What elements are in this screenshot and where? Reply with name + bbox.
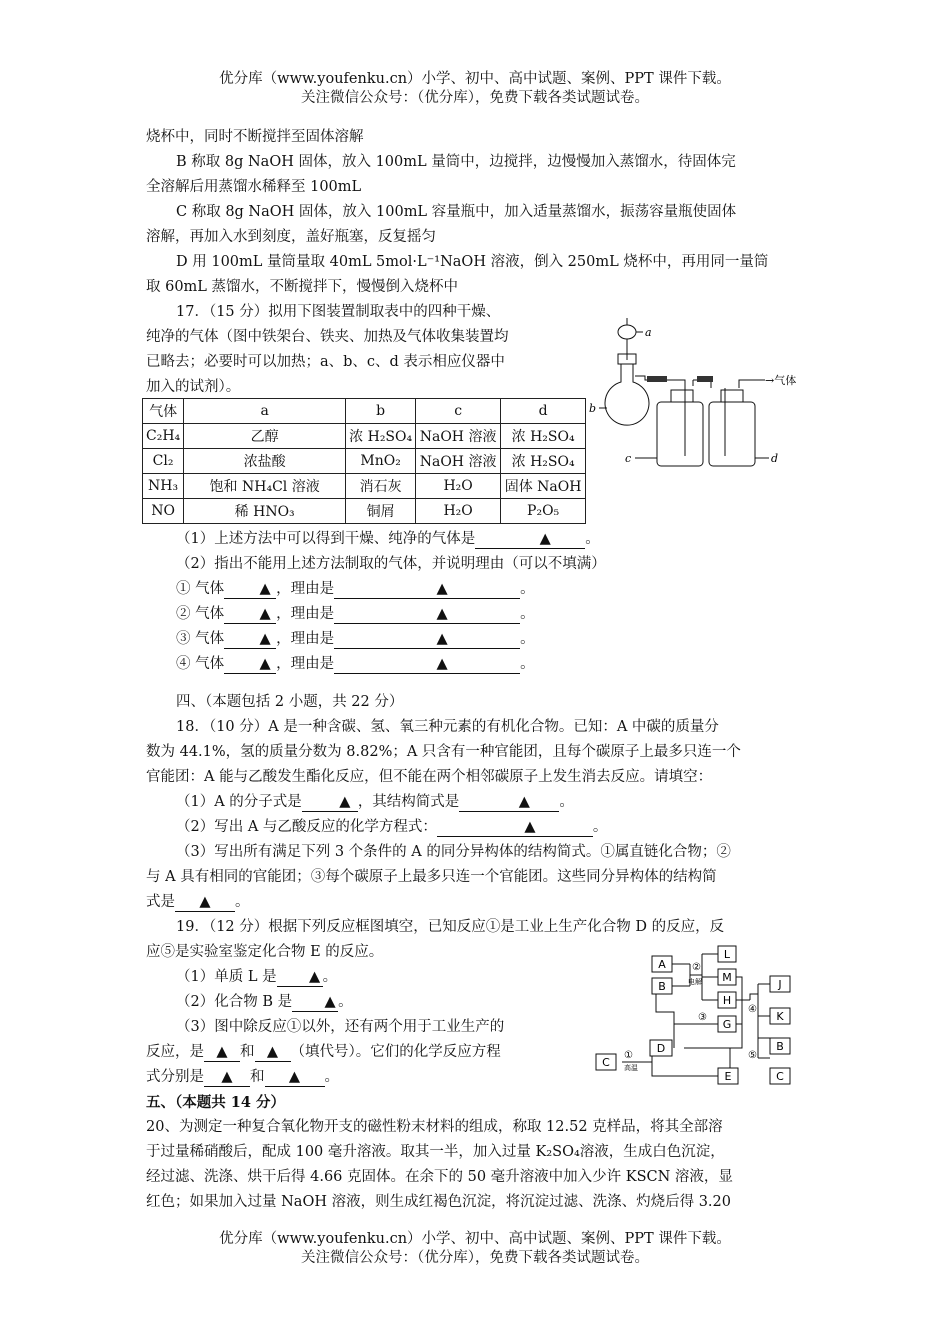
svg-text:C: C — [776, 1070, 784, 1083]
gas-blank[interactable]: ▲ — [224, 580, 276, 599]
equation-blank-2[interactable]: ▲ — [265, 1068, 325, 1087]
q20-line1: 20、为测定一种复合氧化物开支的磁性粉末材料的组成，称取 12.52 克样品，将其全部溶 — [146, 1119, 723, 1135]
q17-line2: 纯净的气体（图中铁架台、铁夹、加热及气体收集装置均 — [146, 329, 509, 345]
table-cell: 乙醇 — [184, 424, 346, 449]
compound-b-blank[interactable]: ▲ — [292, 993, 338, 1012]
table-cell: 浓 H₂SO₄ — [346, 424, 416, 449]
q17-sub2: （2）指出不能用上述方法制取的气体，并说明理由（可以不填满） — [176, 556, 606, 572]
q16-option-b-line2: 全溶解后用蒸馏水稀释至 100mL — [146, 179, 362, 195]
box-B-2 — [770, 1038, 790, 1054]
table-row — [143, 499, 586, 524]
reason-blank[interactable]: ▲ — [334, 630, 520, 649]
q17-item-2 — [146, 602, 810, 628]
svg-text:G: G — [722, 1018, 732, 1031]
q17-item-4 — [146, 652, 810, 678]
item-reason-label: ，理由是 — [276, 656, 335, 672]
header-line-2: 关注微信公众号：（优分库），免费下载各类试题试卷。 — [301, 90, 649, 106]
period: 。 — [520, 581, 535, 597]
drying-bottle-2-icon — [709, 402, 755, 466]
q19-line1: 19．（12 分）根据下列反应框图填空，已知反应①是工业上生产化合物 D 的反应，反 — [176, 919, 725, 935]
table-cell: 饱和 NH₄Cl 溶液 — [184, 474, 346, 499]
table-row — [143, 474, 586, 499]
q16-option-b-line1: B 称取 8g NaOH 固体，放入 100mL 量筒中，边搅拌，边慢慢加入蒸馏水，待固体完 — [176, 154, 736, 170]
q18-sub3-line3 — [146, 890, 810, 916]
gas-blank[interactable]: ▲ — [224, 630, 276, 649]
table-cell: NH₃ — [143, 474, 184, 499]
svg-text:D: D — [656, 1042, 666, 1055]
table-cell: 固体 NaOH — [501, 474, 586, 499]
svg-text:B: B — [658, 980, 666, 993]
q19-sub3-line3 — [146, 1065, 586, 1091]
q18-sub1-text-b: ，其结构简式是 — [357, 794, 460, 810]
table-cell: NaOH 溶液 — [416, 424, 501, 449]
wash-bottle-1-icon — [657, 402, 703, 466]
box-A — [652, 956, 672, 972]
table-cell: NaOH 溶液 — [416, 449, 501, 474]
svg-text:B: B — [776, 1040, 784, 1053]
reason-blank[interactable]: ▲ — [334, 655, 520, 674]
reaction-1-condition: 高温 — [624, 1064, 638, 1072]
period: 。 — [338, 994, 353, 1010]
table-header-cell: a — [184, 399, 346, 424]
box-C-2 — [770, 1068, 790, 1084]
q16-option-d-line1: D 用 100mL 量筒量取 40mL 5mol·L⁻¹NaOH 溶液，倒入 250mL 烧杯中，再用同一量筒 — [176, 254, 769, 270]
q17-sub1-text: （1）上述方法中可以得到干燥、纯净的气体是 — [176, 531, 476, 547]
svg-text:M: M — [722, 971, 732, 984]
table-cell: 稀 HNO₃ — [184, 499, 346, 524]
and-text: 和 — [250, 1069, 265, 1085]
box-C — [596, 1054, 616, 1070]
reaction-blank-1[interactable]: ▲ — [204, 1043, 240, 1062]
table-cell: P₂O₅ — [501, 499, 586, 524]
footer-line-2: 关注微信公众号：（优分库），免费下载各类试题试卷。 — [301, 1250, 649, 1266]
footer-line-1: 优分库（www.youfenku.cn）小学、初中、高中试题、案例、PPT 课件下载。 — [219, 1231, 731, 1247]
q17-line4: 加入的试剂）。 — [146, 379, 241, 395]
equation-blank-1[interactable]: ▲ — [204, 1068, 250, 1087]
q16-option-d-line2: 取 60mL 蒸馏水，不断搅拌下，慢慢倒入烧杯中 — [146, 279, 459, 295]
svg-text:C: C — [602, 1056, 610, 1069]
item-number: ② — [176, 606, 191, 622]
box-D — [650, 1040, 672, 1056]
table-cell: H₂O — [416, 499, 501, 524]
and-text: 和 — [240, 1044, 255, 1060]
reaction-flow-diagram — [590, 940, 810, 1090]
period: 。 — [324, 1069, 339, 1085]
q20-line2: 于过量稀硝酸后，配成 100 毫升溶液。取其一半，加入过量 K₂SO₄溶液，生成白色沉淀， — [146, 1144, 725, 1160]
table-header-cell: 气体 — [143, 399, 184, 424]
reaction-1-label: ① — [624, 1050, 633, 1061]
reaction-3-label: ③ — [698, 1012, 707, 1023]
period: 。 — [585, 531, 600, 547]
q19-sub3-line1: （3）图中除反应①以外，还有两个用于工业生产的 — [176, 1019, 505, 1035]
q20-line3: 经过滤、洗涤、烘干后得 4.66 克固体。在余下的 50 毫升溶液中加入少许 KSCN 溶液，显 — [146, 1169, 733, 1185]
period: 。 — [520, 631, 535, 647]
q17-item-1 — [146, 577, 810, 603]
item-gas-label: 气体 — [195, 581, 225, 597]
q19-sub3-text-c: 式分别是 — [146, 1069, 204, 1085]
q19-sub3-line2 — [146, 1040, 586, 1066]
reaction-2-label: ② — [692, 962, 701, 973]
svg-text:L: L — [723, 948, 731, 961]
answer-blank[interactable]: ▲ — [475, 530, 585, 549]
q18-sub2-text: （2）写出 A 与乙酸反应的化学方程式： — [176, 819, 437, 835]
table-row — [143, 424, 586, 449]
svg-text:H: H — [722, 994, 732, 1007]
q18-sub1-text: （1）A 的分子式是 — [176, 794, 302, 810]
box-H — [718, 992, 736, 1008]
equation-blank[interactable]: ▲ — [437, 818, 593, 837]
q18-sub1 — [146, 790, 810, 816]
header-line-1: 优分库（www.youfenku.cn）小学、初中、高中试题、案例、PPT 课件下载。 — [219, 71, 731, 87]
box-M — [718, 969, 736, 985]
gas-out-label: →气体 — [765, 374, 797, 387]
box-G — [718, 1016, 736, 1032]
box-K — [770, 1008, 790, 1024]
reason-blank[interactable]: ▲ — [334, 580, 520, 599]
item-gas-label: 气体 — [195, 631, 225, 647]
period: 。 — [592, 819, 608, 835]
dropping-funnel-icon — [618, 325, 636, 339]
reaction-4-label: ④ — [748, 1004, 757, 1015]
q18-line2: 数为 44.1%，氢的质量分数为 8.82%；A 只含有一种官能团，且每个碳原子上最多只连一个 — [146, 744, 741, 760]
reaction-blank-2[interactable]: ▲ — [255, 1043, 291, 1062]
item-reason-label: ，理由是 — [276, 581, 335, 597]
q19-sub1 — [146, 965, 586, 991]
q18-line3: 官能团：A 能与乙酸发生酯化反应，但不能在两个相邻碳原子上发生消去反应。请填空： — [146, 769, 713, 785]
formula-blank[interactable]: ▲ — [302, 793, 358, 812]
table-cell: 铜屑 — [346, 499, 416, 524]
q18-line1: 18．（10 分）A 是一种含碳、氢、氧三种元素的有机化合物。已知：A 中碳的质量分 — [176, 719, 719, 735]
table-cell: 浓 H₂SO₄ — [501, 424, 586, 449]
table-cell: MnO₂ — [346, 449, 416, 474]
period: 。 — [235, 894, 250, 910]
q18-sub3-text: 式是 — [146, 894, 175, 910]
item-gas-label: 气体 — [195, 606, 225, 622]
structure-blank[interactable]: ▲ — [459, 793, 559, 812]
q19-sub2 — [146, 990, 586, 1016]
svg-text:J: J — [778, 978, 782, 991]
period: 。 — [322, 969, 338, 985]
q18-sub3-line1: （3）写出所有满足下列 3 个条件的 A 的同分异构体的结构简式。①属直链化合物；② — [176, 844, 731, 860]
isomer-blank[interactable]: ▲ — [175, 893, 235, 912]
q19-sub2-text: （2）化合物 B 是 — [176, 994, 293, 1010]
q17-line1: 17．（15 分）拟用下图装置制取表中的四种干燥、 — [176, 304, 501, 320]
box-B — [652, 978, 672, 994]
box-E — [718, 1068, 738, 1084]
section-5-title: 五、（本题共 14 分） — [146, 1094, 286, 1111]
table-header-cell: c — [416, 399, 501, 424]
reaction-5-label: ⑤ — [748, 1050, 757, 1061]
item-reason-label: ，理由是 — [276, 631, 335, 647]
svg-text:E: E — [724, 1070, 732, 1083]
svg-text:A: A — [658, 958, 666, 971]
table-header-cell: d — [501, 399, 586, 424]
gas-apparatus-diagram — [585, 310, 825, 480]
period: 。 — [559, 794, 574, 810]
q19-sub3-text: 反应，是 — [146, 1044, 204, 1060]
period: 。 — [520, 606, 535, 622]
item-number: ① — [176, 581, 191, 597]
q16-a-tail: 烧杯中，同时不断搅拌至固体溶解 — [146, 129, 364, 145]
element-l-blank[interactable]: ▲ — [277, 968, 323, 987]
table-cell: Cl₂ — [143, 449, 184, 474]
label-c: c — [625, 452, 632, 465]
gas-blank[interactable]: ▲ — [224, 655, 276, 674]
table-cell: 浓 H₂SO₄ — [501, 449, 586, 474]
section-4-title: 四、（本题包括 2 小题，共 22 分） — [176, 694, 404, 710]
q17-line3: 已略去；必要时可以加热；a、b、c、d 表示相应仪器中 — [146, 354, 505, 370]
item-number: ④ — [176, 656, 191, 672]
table-header-row — [143, 399, 586, 424]
table-header-cell: b — [346, 399, 416, 424]
label-b: b — [589, 402, 597, 415]
item-gas-label: 气体 — [195, 656, 225, 672]
q18-sub3-line2: 与 A 具有相同的官能团；③每个碳原子上最多只连一个官能团。这些同分异构体的结构简 — [146, 869, 717, 885]
box-J — [770, 976, 790, 992]
reaction-2-condition: 电解 — [688, 978, 702, 986]
q17-sub1 — [146, 527, 810, 553]
label-a: a — [645, 326, 652, 339]
period: 。 — [520, 656, 535, 672]
table-cell: H₂O — [416, 474, 501, 499]
table-cell: 消石灰 — [346, 474, 416, 499]
q19-sub1-text: （1）单质 L 是 — [176, 969, 277, 985]
box-L — [718, 946, 736, 962]
q17-item-3 — [146, 627, 810, 653]
table-cell: 浓盐酸 — [184, 449, 346, 474]
q16-option-c-line2: 溶解，再加入水到刻度，盖好瓶塞，反复摇匀 — [146, 229, 436, 245]
reagent-table — [142, 398, 586, 524]
gas-blank[interactable]: ▲ — [224, 605, 276, 624]
table-cell: C₂H₄ — [143, 424, 184, 449]
q19-line2: 应⑤是实验室鉴定化合物 E 的反应。 — [146, 944, 384, 960]
svg-text:K: K — [776, 1010, 784, 1023]
table-row — [143, 449, 586, 474]
item-number: ③ — [176, 631, 191, 647]
table-cell: NO — [143, 499, 184, 524]
reason-blank[interactable]: ▲ — [334, 605, 520, 624]
label-d: d — [771, 452, 779, 465]
q18-sub2 — [146, 815, 810, 841]
item-reason-label: ，理由是 — [276, 606, 335, 622]
q20-line4: 红色；如果加入过量 NaOH 溶液，则生成红褐色沉淀，将沉淀过滤、洗涤、灼烧后得 3.20 — [146, 1194, 731, 1210]
round-flask-icon — [605, 364, 649, 425]
q16-option-c-line1: C 称取 8g NaOH 固体，放入 100mL 容量瓶中，加入适量蒸馏水，振荡容量瓶使固体 — [176, 204, 737, 220]
q19-sub3-tail: （填代号）。它们的化学反应方程 — [290, 1044, 501, 1060]
